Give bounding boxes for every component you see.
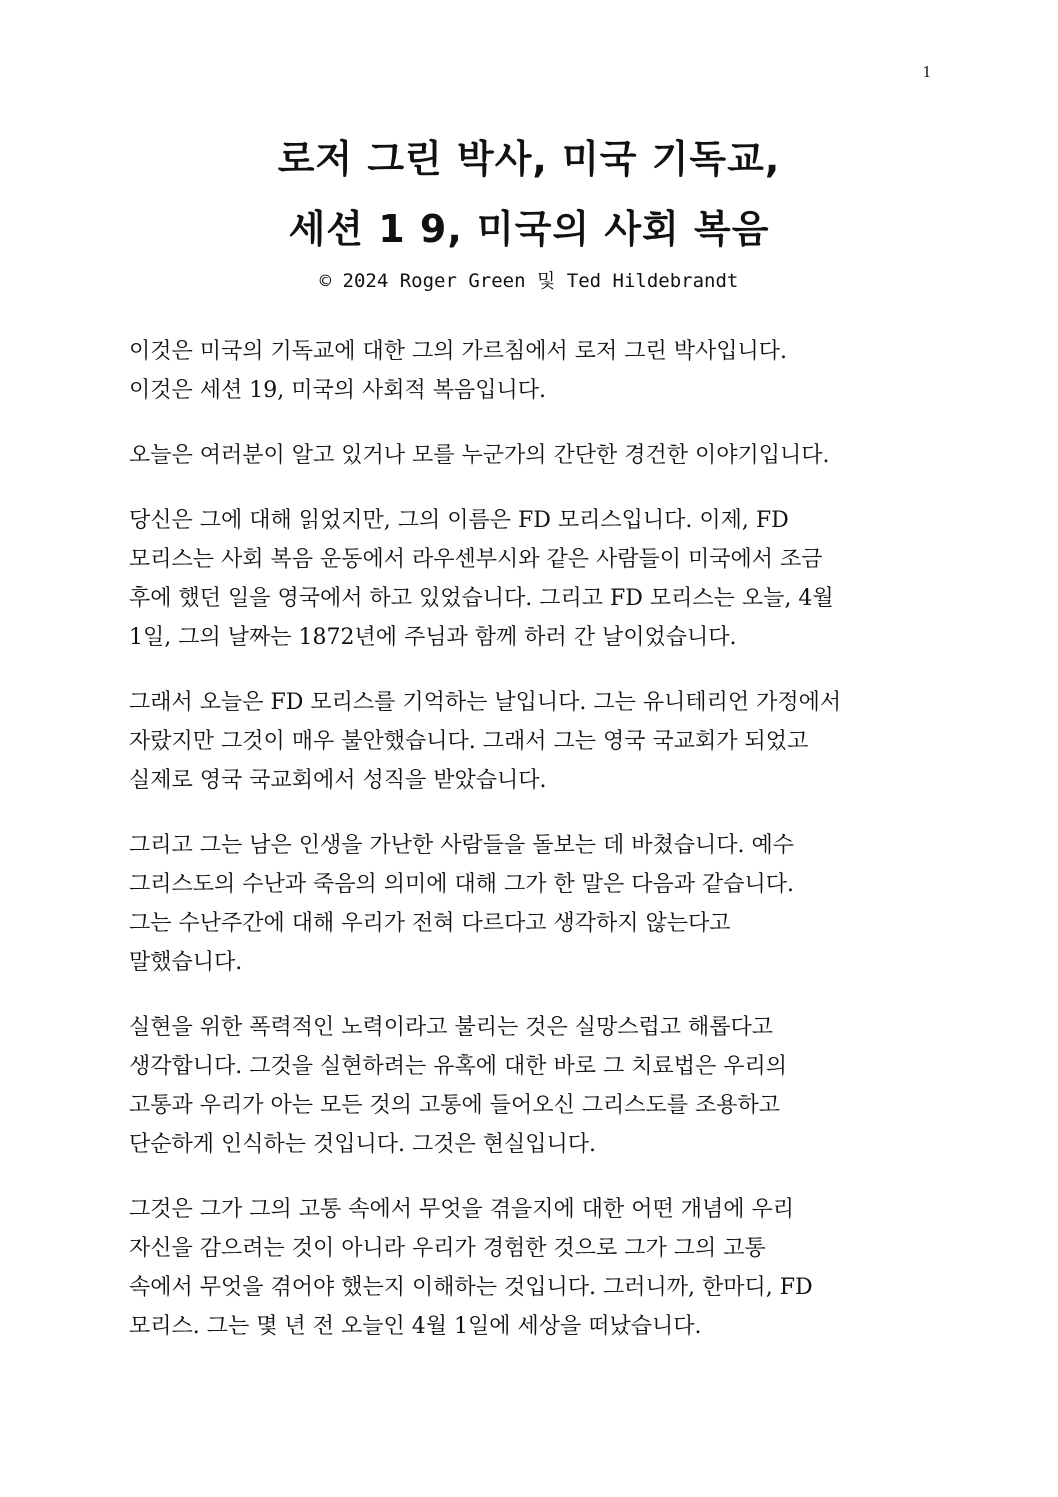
paragraph-line: 후에 했던 일을 영국에서 하고 있었습니다. 그리고 FD 모리스는 오늘, 4월 bbox=[129, 586, 834, 611]
paragraph bbox=[129, 683, 929, 800]
paragraph-line: 모리스는 사회 복음 운동에서 라우센부시와 같은 사람들이 미국에서 조금 bbox=[129, 547, 823, 572]
copyright-notice: © 2024 Roger Green 및 Ted Hildebrandt bbox=[319, 270, 739, 292]
paragraph-line: 당신은 그에 대해 읽었지만, 그의 이름은 FD 모리스입니다. 이제, FD bbox=[129, 508, 789, 533]
paragraph-line: 오늘은 여러분이 알고 있거나 모를 누군가의 간단한 경건한 이야기입니다. bbox=[129, 443, 830, 468]
paragraph-line: 단순하게 인식하는 것입니다. 그것은 현실입니다. bbox=[129, 1132, 597, 1157]
paragraph-line: 모리스. 그는 몇 년 전 오늘인 4월 1일에 세상을 떠났습니다. bbox=[129, 1314, 702, 1339]
paragraph-line: 자신을 감으려는 것이 아니라 우리가 경험한 것으로 그가 그의 고통 bbox=[129, 1236, 766, 1261]
paragraph-line: 고통과 우리가 아는 모든 것의 고통에 들어오신 그리스도를 조용하고 bbox=[129, 1093, 781, 1118]
paragraph-line: 그것은 그가 그의 고통 속에서 무엇을 겪을지에 대한 어떤 개념에 우리 bbox=[129, 1197, 794, 1222]
paragraph bbox=[129, 826, 929, 982]
paragraph-line: 1일, 그의 날짜는 1872년에 주님과 함께 하러 간 날이었습니다. bbox=[129, 625, 737, 650]
paragraph-line: 자랐지만 그것이 매우 불안했습니다. 그래서 그는 영국 국교회가 되었고 bbox=[129, 729, 809, 754]
paragraph bbox=[129, 1190, 929, 1346]
transcript-body bbox=[129, 332, 929, 1372]
paragraph-line: 그리고 그는 남은 인생을 가난한 사람들을 돌보는 데 바쳤습니다. 예수 bbox=[129, 833, 794, 858]
title-line-1: 로저 그린 박사, 미국 기독교, bbox=[277, 137, 781, 181]
paragraph-line: 실현을 위한 폭력적인 노력이라고 불리는 것은 실망스럽고 해롭다고 bbox=[129, 1015, 774, 1040]
paragraph-line: 속에서 무엇을 겪어야 했는지 이해하는 것입니다. 그러니까, 한마디, FD bbox=[129, 1275, 813, 1300]
page-number: 1 bbox=[922, 62, 931, 81]
paragraph-line: 이것은 세션 19, 미국의 사회적 복음입니다. bbox=[129, 378, 546, 403]
paragraph bbox=[129, 501, 929, 657]
title-line-2: 세션 1 9, 미국의 사회 복음 bbox=[288, 207, 770, 251]
paragraph-line: 생각합니다. 그것을 실현하려는 유혹에 대한 바로 그 치료법은 우리의 bbox=[129, 1054, 787, 1079]
paragraph-line: 말했습니다. bbox=[129, 950, 243, 975]
paragraph-line: 실제로 영국 국교회에서 성직을 받았습니다. bbox=[129, 768, 547, 793]
paragraph bbox=[129, 1008, 929, 1164]
paragraph bbox=[129, 436, 929, 475]
paragraph-line: 그는 수난주간에 대해 우리가 전혀 다르다고 생각하지 않는다고 bbox=[129, 911, 731, 936]
paragraph-line: 그리스도의 수난과 죽음의 의미에 대해 그가 한 말은 다음과 같습니다. bbox=[129, 872, 794, 897]
paragraph-line: 이것은 미국의 기독교에 대한 그의 가르침에서 로저 그린 박사입니다. bbox=[129, 339, 787, 364]
paragraph-line: 그래서 오늘은 FD 모리스를 기억하는 날입니다. 그는 유니테리언 가정에서 bbox=[129, 690, 842, 715]
paragraph bbox=[129, 332, 929, 410]
